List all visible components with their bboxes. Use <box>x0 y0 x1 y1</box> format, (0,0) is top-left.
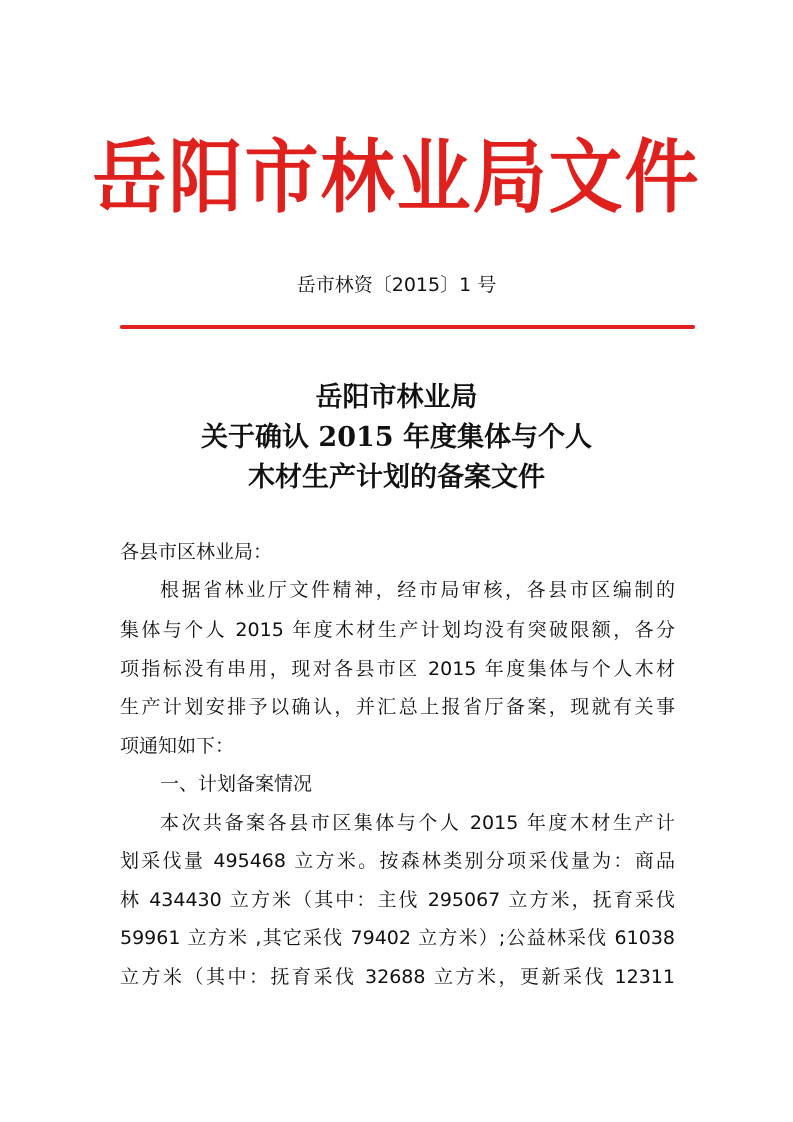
paragraph-line: 生产计划安排予以确认，并汇总上报省厅备案，现就有关事 <box>120 696 675 718</box>
document-title-line: 木材生产计划的备案文件 <box>248 462 545 493</box>
paragraph-line: 59961 立方米 ,其它采伐 79402 立方米）;公益林采伐 61038 <box>120 927 675 949</box>
paragraph-line: 集体与个人 2015 年度木材生产计划均没有突破限额，各分 <box>120 619 675 641</box>
document-title <box>0 378 793 498</box>
paragraph-line: 根据省林业厅文件精神，经市局审核，各县市区编制的 <box>160 579 675 601</box>
section-heading: 一、计划备案情况 <box>160 773 313 795</box>
paragraph-line: 项通知如下： <box>120 735 235 757</box>
document-title-line: 关于确认 2015 年度集体与个人 <box>201 422 592 453</box>
red-divider-line <box>120 325 695 329</box>
paragraph-line: 本次共备案各县市区集体与个人 2015 年度木材生产计 <box>160 812 675 834</box>
paragraph-line: 划采伐量 495468 立方米。按森林类别分项采伐量为：商品 <box>120 850 675 872</box>
paragraph-line: 立方米（其中：抚育采伐 32688 立方米，更新采伐 12311 <box>120 966 675 988</box>
paragraph-line: 项指标没有串用，现对各县市区 2015 年度集体与个人木材 <box>120 658 675 680</box>
document-number: 岳市林资〔2015〕1 号 <box>296 274 497 296</box>
salutation: 各县市区林业局： <box>120 541 273 563</box>
issuer-header-title: 岳阳市林业局文件 <box>92 131 701 225</box>
paragraph-line: 林 434430 立方米（其中：主伐 295067 立方米，抚育采伐 <box>120 889 675 911</box>
document-title-line: 岳阳市林业局 <box>315 382 478 413</box>
